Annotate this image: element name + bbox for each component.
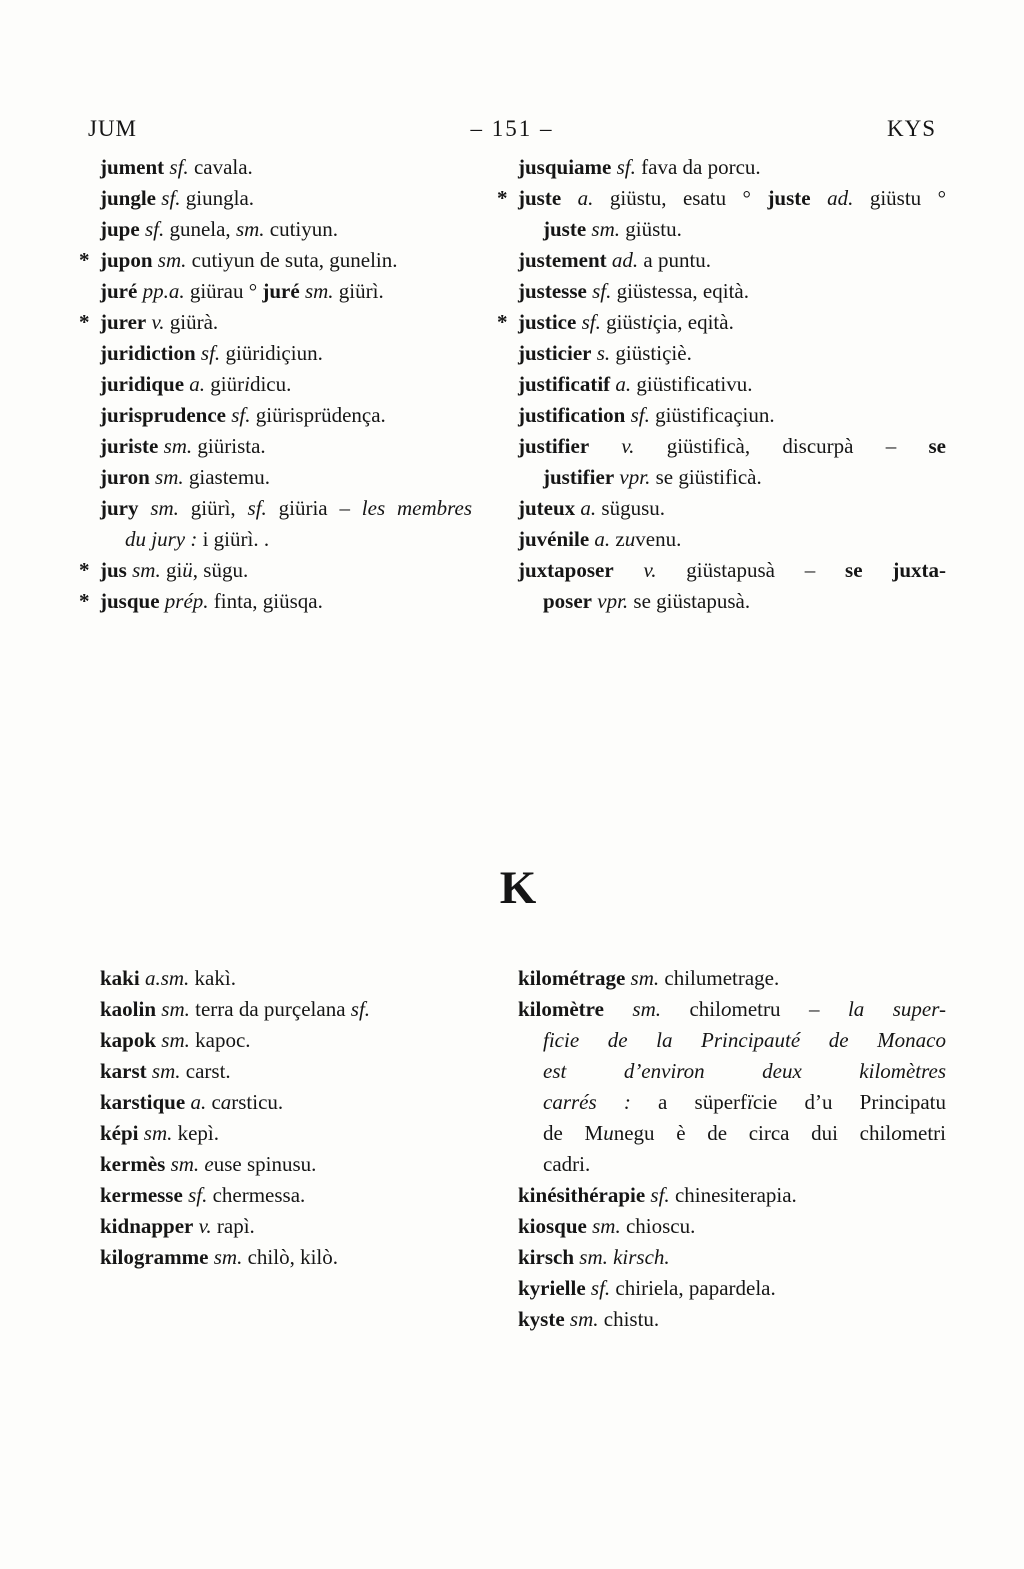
entry-line: jusque prép. finta, giüsqa. (100, 589, 323, 613)
entry-line: kinésithérapie sf. chinesiterapia. (518, 1183, 797, 1207)
dictionary-entry (518, 994, 946, 1180)
dictionary-entry (79, 555, 472, 586)
dictionary-entry (497, 183, 947, 245)
entry-line: justificatif a. giüstificativu. (518, 372, 753, 396)
entry-asterisk: * (79, 589, 90, 613)
dictionary-entry (518, 1242, 946, 1273)
dictionary-entry (100, 431, 472, 462)
entry-line: jury sm. giürì, sf. giüria – les membres (100, 496, 472, 520)
dictionary-entry (100, 1056, 472, 1087)
entry-line: jument sf. cavala. (100, 155, 253, 179)
entry-line: justicier s. giüstiçiè. (518, 341, 692, 365)
dictionary-entry (100, 276, 472, 307)
entry-line: poser vpr. se giüstapusà. (543, 589, 751, 613)
dictionary-entry (518, 1273, 946, 1304)
entry-line: kaolin sm. terra da purçelana sf. (100, 997, 371, 1021)
entry-line: jupe sf. gunela, sm. cutiyun. (100, 217, 339, 241)
dictionary-entry (518, 152, 946, 183)
dictionary-entry (100, 1118, 472, 1149)
entry-asterisk: * (497, 186, 508, 210)
dictionary-entry (100, 994, 472, 1025)
dictionary-entry (100, 493, 472, 555)
entry-line: jungle sf. giungla. (100, 186, 255, 210)
entry-asterisk: * (79, 558, 90, 582)
dictionary-entry (518, 431, 946, 493)
entry-line: juteux a. sügusu. (518, 496, 666, 520)
running-head-right: KYS (886, 116, 936, 141)
entry-line: képi sm. kepì. (100, 1121, 220, 1145)
dictionary-entry (100, 1242, 472, 1273)
entry-asterisk: * (79, 248, 90, 272)
entry-line: juriste sm. giürista. (100, 434, 266, 458)
running-head-left: JUM (88, 116, 138, 141)
entry-line: ficie de la Principauté de Monaco (543, 1028, 946, 1052)
entry-line: karstique a. carsticu. (100, 1090, 284, 1114)
entry-asterisk: * (497, 310, 508, 334)
entry-line: jusquiame sf. fava da porcu. (518, 155, 761, 179)
dictionary-entry (518, 369, 946, 400)
entry-line: kilométrage sm. chilumetrage. (518, 966, 780, 990)
dictionary-entry (100, 400, 472, 431)
entry-line: kilogramme sm. chilò, kilò. (100, 1245, 338, 1269)
dictionary-entry (100, 1149, 472, 1180)
dictionary-entry (100, 462, 472, 493)
dictionary-entry (79, 307, 472, 338)
entry-line: juridiction sf. giüridiçiun. (100, 341, 323, 365)
dictionary-entry (497, 307, 946, 338)
entry-line: jus sm. giü, sügu. (100, 558, 249, 582)
entry-line: de Munegu è de circa dui chilometri (543, 1121, 947, 1145)
entry-line: kirsch sm. kirsch. (518, 1245, 670, 1269)
entry-line: justification sf. giüstificaçiun. (518, 403, 775, 427)
dictionary-entry (100, 214, 472, 245)
entry-line: kapok sm. kapoc. (100, 1028, 251, 1052)
entry-line: juste sm. giüstu. (543, 217, 682, 241)
entry-line: kermès sm. euse spinusu. (100, 1152, 317, 1176)
dictionary-entry (518, 338, 946, 369)
entry-line: est d’environ deux kilomètres (543, 1059, 946, 1083)
dictionary-entry (518, 245, 946, 276)
entry-asterisk: * (79, 310, 90, 334)
entry-line: jurisprudence sf. giürisprüdença. (100, 403, 386, 427)
dictionary-entry (100, 1087, 472, 1118)
dictionary-entry (518, 1304, 946, 1335)
entry-line: kaki a.sm. kakì. (100, 966, 236, 990)
entry-line: juridique a. giüridicu. (100, 372, 292, 396)
dictionary-entry (100, 183, 472, 214)
dictionary-entry (79, 245, 472, 276)
dictionary-entry (100, 963, 472, 994)
entry-line: kiosque sm. chioscu. (518, 1214, 696, 1238)
dictionary-entry (518, 400, 946, 431)
entries-section-k (100, 963, 946, 1335)
dictionary-entry (100, 1180, 472, 1211)
entry-line: du jury : i giürì. . (125, 527, 270, 551)
dictionary-entry (100, 152, 472, 183)
entry-line: juxtaposer v. giüstapusà – se juxta- (518, 558, 946, 582)
dictionary-entry (518, 1211, 946, 1242)
entry-line: carrés : a süperfïcie d’u Principatu (543, 1090, 947, 1114)
column-left-k (100, 963, 472, 1335)
entry-line: cadri. (543, 1152, 591, 1176)
entry-line: kyrielle sf. chiriela, papardela. (518, 1276, 776, 1300)
entry-line: justifier vpr. se giüstificà. (543, 465, 762, 489)
entry-line: jupon sm. cutiyun de suta, gunelin. (100, 248, 398, 272)
dictionary-entry (100, 338, 472, 369)
entry-line: juste a. giüstu, esatu ° juste ad. giüstu ° (518, 186, 947, 210)
entry-line: juvénile a. zuvenu. (518, 527, 682, 551)
entry-line: justement ad. a puntu. (518, 248, 712, 272)
dictionary-entry (518, 1180, 946, 1211)
entry-line: kilomètre sm. chilometru – la super- (518, 997, 946, 1021)
entry-line: justice sf. giüstiçia, eqità. (518, 310, 734, 334)
entry-line: jurer v. giürà. (100, 310, 219, 334)
entry-line: juré pp.a. giürau ° juré sm. giürì. (100, 279, 384, 303)
entries-section-j (79, 152, 947, 617)
column-left-j (79, 152, 472, 617)
entry-line: justifier v. giüstificà, discurpà – se (518, 434, 946, 458)
dictionary-entry (518, 276, 946, 307)
dictionary-entry (518, 963, 946, 994)
dictionary-entry (100, 1025, 472, 1056)
column-right-j (497, 152, 947, 617)
entry-line: karst sm. carst. (100, 1059, 231, 1083)
entry-line: kermesse sf. chermessa. (100, 1183, 306, 1207)
running-head (88, 116, 936, 142)
dictionary-entry (518, 555, 946, 617)
dictionary-entry (100, 1211, 472, 1242)
entry-line: juron sm. giastemu. (100, 465, 270, 489)
entry-line: justesse sf. giüstessa, eqità. (518, 279, 749, 303)
dictionary-entry (100, 369, 472, 400)
column-right-k (518, 963, 946, 1335)
dictionary-entry (518, 493, 946, 524)
page-number: – 151 – (470, 116, 554, 141)
entry-line: kyste sm. chistu. (518, 1307, 660, 1331)
entry-line: kidnapper v. rapì. (100, 1214, 255, 1238)
section-letter-heading: K (499, 862, 537, 914)
dictionary-entry (518, 524, 946, 555)
dictionary-entry (79, 586, 472, 617)
